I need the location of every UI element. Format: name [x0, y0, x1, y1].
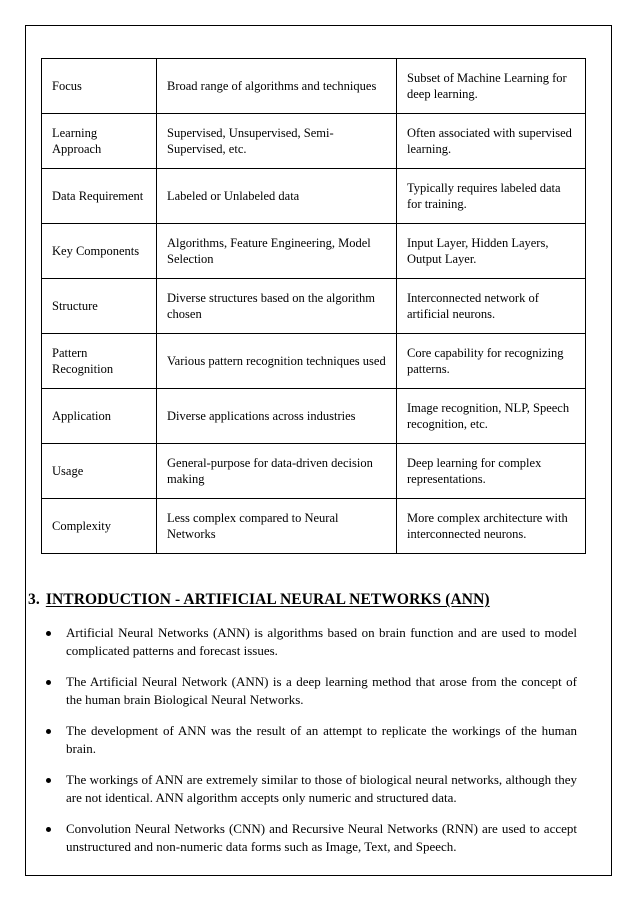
dl-cell: Often associated with supervised learning. — [397, 114, 586, 169]
dl-cell: Interconnected network of artificial neurons. — [397, 279, 586, 334]
list-item-text: Convolution Neural Networks (CNN) and Recursive Neural Networks (RNN) are used to accept unstructured and non-numeric data forms such as Image, Text, and Speech. — [66, 821, 577, 854]
ml-cell: Diverse applications across industries — [157, 389, 397, 444]
bullet-list — [37, 624, 577, 869]
ml-cell: Supervised, Unsupervised, Semi-Supervised, etc. — [157, 114, 397, 169]
aspect-cell: Usage — [42, 444, 157, 499]
list-item — [37, 722, 577, 758]
bullet-icon — [46, 680, 51, 685]
ml-cell: Less complex compared to Neural Networks — [157, 499, 397, 554]
bullet-icon — [46, 778, 51, 783]
table-row — [42, 224, 586, 279]
section-heading — [28, 591, 490, 609]
table-row — [42, 59, 586, 114]
ml-cell: Algorithms, Feature Engineering, Model Selection — [157, 224, 397, 279]
aspect-cell: Complexity — [42, 499, 157, 554]
dl-cell: Core capability for recognizing patterns. — [397, 334, 586, 389]
comparison-table — [41, 58, 586, 554]
list-item — [37, 771, 577, 807]
bullet-icon — [46, 827, 51, 832]
dl-cell: Input Layer, Hidden Layers, Output Layer. — [397, 224, 586, 279]
table-row — [42, 169, 586, 224]
aspect-cell: Pattern Recognition — [42, 334, 157, 389]
ml-cell: Broad range of algorithms and techniques — [157, 59, 397, 114]
list-item — [37, 820, 577, 856]
aspect-cell: Structure — [42, 279, 157, 334]
list-item-text: The development of ANN was the result of an attempt to replicate the workings of the human brain. — [66, 723, 577, 756]
bullet-icon — [46, 729, 51, 734]
ml-cell: Diverse structures based on the algorithm chosen — [157, 279, 397, 334]
dl-cell: Subset of Machine Learning for deep learning. — [397, 59, 586, 114]
table-row — [42, 499, 586, 554]
table-row — [42, 389, 586, 444]
ml-cell: General-purpose for data-driven decision making — [157, 444, 397, 499]
aspect-cell: Data Requirement — [42, 169, 157, 224]
list-item-text: The Artificial Neural Network (ANN) is a deep learning method that arose from the concept of the human brain Biological Neural Networks. — [66, 674, 577, 707]
bullet-icon — [46, 631, 51, 636]
list-item-text: Artificial Neural Networks (ANN) is algorithms based on brain function and are used to model complicated patterns and forecast issues. — [66, 625, 577, 658]
aspect-cell: Key Components — [42, 224, 157, 279]
list-item-text: The workings of ANN are extremely similar to those of biological neural networks, although they are not identical. ANN algorithm accepts only numeric and structured data. — [66, 772, 577, 805]
dl-cell: Typically requires labeled data for training. — [397, 169, 586, 224]
table-row — [42, 444, 586, 499]
table-row — [42, 114, 586, 169]
ml-cell: Labeled or Unlabeled data — [157, 169, 397, 224]
section-number: 3. — [28, 591, 40, 608]
table-row — [42, 279, 586, 334]
table-row — [42, 334, 586, 389]
aspect-cell: Focus — [42, 59, 157, 114]
dl-cell: More complex architecture with interconnected neurons. — [397, 499, 586, 554]
aspect-cell: Application — [42, 389, 157, 444]
list-item — [37, 673, 577, 709]
ml-cell: Various pattern recognition techniques used — [157, 334, 397, 389]
dl-cell: Image recognition, NLP, Speech recognition, etc. — [397, 389, 586, 444]
list-item — [37, 624, 577, 660]
aspect-cell: Learning Approach — [42, 114, 157, 169]
section-title: INTRODUCTION - ARTIFICIAL NEURAL NETWORKS (ANN) — [45, 591, 490, 608]
dl-cell: Deep learning for complex representations. — [397, 444, 586, 499]
